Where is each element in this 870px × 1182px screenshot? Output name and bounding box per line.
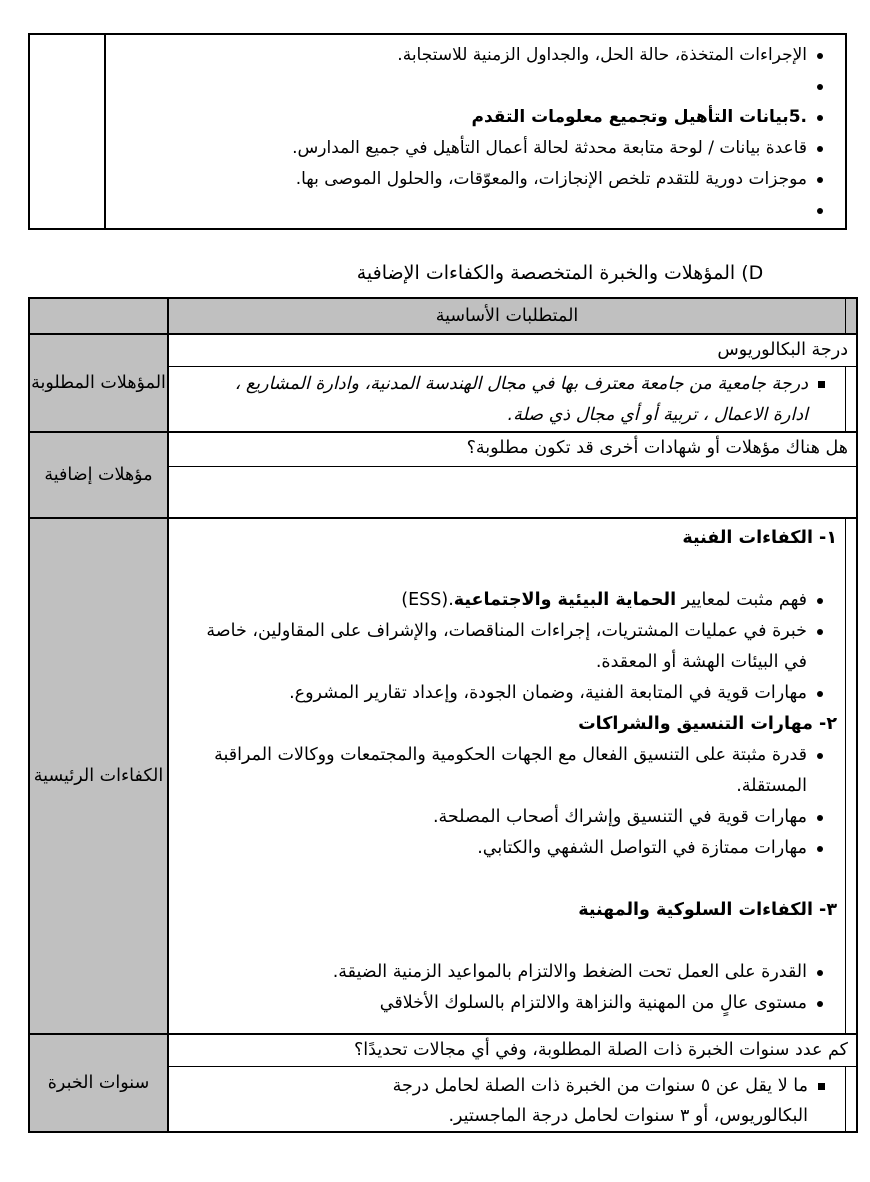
competencies-subrow xyxy=(169,519,856,1033)
bullet-dot-icon xyxy=(817,53,823,59)
degree-line: درجة البكالوريوس xyxy=(717,340,848,360)
experience-detail-subrow xyxy=(169,1066,856,1131)
bullet-text: مهارات قوية في التنسيق وإشراك أصحاب المصلحة. xyxy=(432,807,807,827)
bullet-item xyxy=(116,133,823,164)
bullet-dot-icon xyxy=(817,629,823,635)
header-label-cell xyxy=(30,299,169,333)
bullet-text: الإجراءات المتخذة، حالة الحل، والجداول الزمنية للاستجابة. xyxy=(397,45,807,65)
additional-row-label: مؤهلات إضافية xyxy=(30,433,169,517)
ess-bold-phrase: الحماية البيئية والاجتماعية xyxy=(453,590,677,610)
table-header-title: المتطلبات الأساسية xyxy=(169,299,845,333)
bullet-text: مهارات ممتازة في التواصل الشفهي والكتابي. xyxy=(477,838,807,858)
experience-question-text: كم عدد سنوات الخبرة ذات الصلة المطلوبة، وفي أي مجالات تحديدًا؟ xyxy=(354,1040,848,1060)
degree-detail-subrow xyxy=(169,366,856,431)
thin-cell xyxy=(845,519,856,1033)
spacer xyxy=(183,864,837,895)
bullet-item xyxy=(116,40,823,71)
bullet-dot-icon xyxy=(817,146,823,152)
bullet-text: قاعدة بيانات / لوحة متابعة محدثة لحالة أعمال التأهيل في جميع المدارس. xyxy=(292,138,807,158)
bullet-text: قدرة مثبتة على التنسيق الفعال مع الجهات الحكومية والمجتمعات ووكالات المراقبة المستقلة. xyxy=(214,745,807,796)
bullet-dot-icon xyxy=(817,84,823,90)
competencies-row-content xyxy=(169,519,856,1033)
bullet-item xyxy=(183,678,837,709)
spacer xyxy=(183,554,837,585)
bullet-item xyxy=(116,164,823,195)
competencies-row xyxy=(30,517,856,1033)
degree-bullet-item xyxy=(169,367,845,431)
bullet-item xyxy=(183,585,837,616)
bullet-text xyxy=(116,195,807,226)
experience-bullet-text: ما لا يقل عن ٥ سنوات من الخبرة ذات الصلة لحامل درجة البكالوريوس، أو ٣ سنوات لحامل درجة الماجستير. xyxy=(392,1076,808,1126)
bullet-dot-icon xyxy=(817,598,823,604)
experience-detail-cell xyxy=(169,1067,845,1131)
bullet-dot-icon xyxy=(817,846,823,852)
bullet-item xyxy=(183,802,837,833)
bullet-dot-icon xyxy=(817,208,823,214)
degree-subrow xyxy=(169,335,856,366)
bullet-item xyxy=(116,71,823,102)
bullet-item xyxy=(183,988,837,1019)
qualifications-row-content xyxy=(169,335,856,431)
bullet-text: مهارات قوية في المتابعة الفنية، وضمان الجودة، وإعداد تقارير المشروع. xyxy=(289,683,807,703)
experience-row xyxy=(30,1033,856,1131)
spacer xyxy=(183,926,837,957)
additional-answer-cell xyxy=(169,467,856,517)
bullet-dot-icon xyxy=(817,115,823,121)
additional-question-subrow xyxy=(169,433,856,466)
bullet-dot-icon xyxy=(817,815,823,821)
requirements-table xyxy=(28,297,858,1133)
ess-prefix: فهم مثبت لمعايير xyxy=(676,590,807,610)
ess-bullet-text xyxy=(183,585,807,616)
experience-row-content xyxy=(169,1035,856,1131)
header-thin-cell xyxy=(845,299,856,333)
table-header-row xyxy=(30,299,856,333)
degree-detail-cell xyxy=(169,367,845,431)
bullet-item xyxy=(183,616,837,678)
square-bullet-icon xyxy=(818,1083,825,1090)
bullet-text: خبرة في عمليات المشتريات، إجراءات المناقصات، والإشراف على المقاولين، خاصة في البيئات الهشة أو المعقدة. xyxy=(206,621,807,672)
additional-row-content xyxy=(169,433,856,517)
experience-question-subrow xyxy=(169,1035,856,1066)
competencies-cell xyxy=(169,519,845,1033)
experience-row-label: سنوات الخبرة xyxy=(30,1035,169,1131)
behavioral-competencies-title: ٣- الكفاءات السلوكية والمهنية xyxy=(578,900,837,920)
experience-bullet-item xyxy=(169,1067,845,1131)
bullet-text: مستوى عالٍ من المهنية والنزاهة والالتزام بالسلوك الأخلاقي xyxy=(379,993,807,1013)
bullet-dot-icon xyxy=(817,691,823,697)
technical-competencies-title: ١- الكفاءات الفنية xyxy=(682,528,837,548)
additional-question-text: هل هناك مؤهلات أو شهادات أخرى قد تكون مطلوبة؟ xyxy=(466,438,848,458)
bullet-dot-icon xyxy=(817,970,823,976)
bullet-item xyxy=(116,195,823,226)
top-fragment-table xyxy=(28,33,847,230)
thin-cell xyxy=(845,367,856,431)
qualifications-row xyxy=(30,333,856,431)
bullet-text: موجزات دورية للتقدم تلخص الإنجازات، والمعوّقات، والحلول الموصى بها. xyxy=(295,169,807,189)
qualifications-row-label: المؤهلات المطلوبة xyxy=(30,335,169,431)
top-table-content-cell xyxy=(106,35,845,228)
ess-suffix: .(ESS) xyxy=(401,590,454,610)
bullet-item xyxy=(183,957,837,988)
degree-bullet-text: درجة جامعية من جامعة معترف بها في مجال الهندسة المدنية، وادارة المشاريع ، ادارة الاعمال ، تربية أو أي مجال ذي صلة. xyxy=(234,374,808,425)
top-table-empty-label-cell xyxy=(30,35,106,228)
additional-qualifications-row xyxy=(30,431,856,517)
bullet-text: القدرة على العمل تحت الضغط والالتزام بالمواعيد الزمنية الضيقة. xyxy=(332,962,807,982)
coordination-skills-title: ٢- مهارات التنسيق والشراكات xyxy=(578,714,837,734)
bullet-dot-icon xyxy=(817,753,823,759)
bullet-dot-icon xyxy=(817,177,823,183)
bullet-item xyxy=(116,102,823,133)
bullet-item xyxy=(183,833,837,864)
bullet-item xyxy=(183,740,837,802)
additional-answer-subrow xyxy=(169,466,856,517)
square-bullet-icon xyxy=(818,381,825,388)
competencies-row-label: الكفاءات الرئيسية xyxy=(30,519,169,1033)
bullet-text xyxy=(116,71,807,102)
section-d-heading: D) المؤهلات والخبرة المتخصصة والكفاءات الإضافية xyxy=(356,262,764,284)
bullet-dot-icon xyxy=(817,1001,823,1007)
thin-cell xyxy=(845,1067,856,1131)
bullet-text: .5بيانات التأهيل وتجميع معلومات التقدم xyxy=(471,107,807,127)
